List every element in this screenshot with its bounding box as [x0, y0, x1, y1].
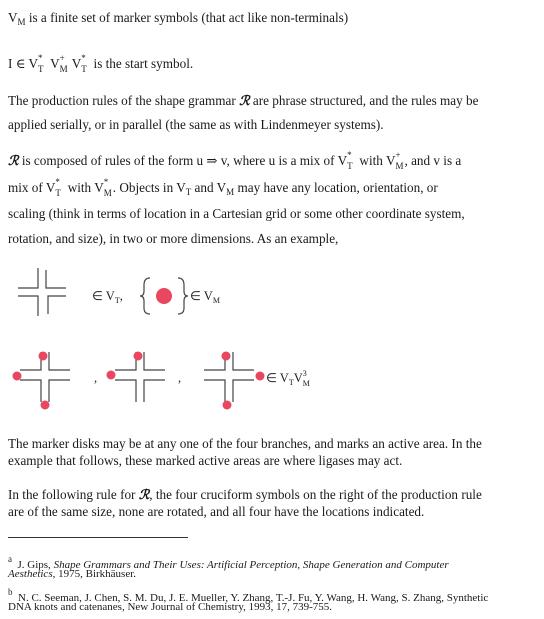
marker-disk — [13, 372, 22, 381]
paragraph-marker-disks-line2: example that follows, these marked active areas are where ligases may act. — [8, 453, 403, 468]
comma-separator: , — [178, 371, 182, 385]
footnote-b-line1: $^b$ N. C. Seeman, J. Chen, S. M. Du, J. E. Mueller, Y. Zhang, T.-J. Fu, Y. Wang, H. Wang, S. Zhang, Synthetic — [8, 587, 489, 604]
footnote-a-line1: $^a$ J. Gips, Shape Grammars and Their Uses: Artificial Perception, Shape Generation and Computer — [8, 554, 449, 571]
marker-disk — [39, 352, 48, 361]
paragraph-production-rules-line1: The production rules of the shape grammar ℛ are phrase structured, and the rules may be — [8, 93, 479, 109]
paragraph-composition-line2: mix of V * T with V * M . Objects in $V_T$ and $V_M$ may have any location, orientation, or — [8, 177, 438, 198]
paragraph-composition-line3: scaling (think in terms of location in a Cartesian grid or some other coordinate system, — [8, 206, 465, 221]
right-brace — [178, 278, 188, 314]
marker-disk — [134, 352, 143, 361]
cruciform-symbol — [18, 268, 66, 316]
marker-disk — [223, 401, 232, 410]
paragraph-following-rule-line1: In the following rule for ℛ, the four cruciform symbols on the right of the production rule — [8, 487, 482, 503]
footnote-divider — [8, 537, 188, 538]
svg-text:∈ VTV3M: ∈ $V_TV^3$ M — [266, 369, 310, 388]
row2-label: ∈ V — [266, 371, 289, 385]
vt-label: ∈ V — [92, 289, 115, 303]
paragraph-following-rule-line2: are of the same size, none are rotated, and all four have the locations indicated. — [8, 504, 425, 519]
marker-disk — [41, 401, 50, 410]
left-brace — [140, 278, 150, 314]
marker-disk — [156, 288, 172, 304]
marker-disk — [107, 371, 116, 380]
svg-text:∈ VT,: ∈ $V_T$, — [92, 289, 123, 305]
footnote-b-line2: DNA knots and catenanes, New Journal of Chemistry, 1993, 17, 739-755. — [8, 601, 333, 613]
marker-disk — [256, 372, 265, 381]
vm-label: ∈ V — [190, 289, 213, 303]
paragraph-marker-disks-line1: The marker disks may be at any one of the four branches, and marks an active area. In the — [8, 436, 482, 451]
figure-cruciform-symbols — [0, 258, 544, 428]
comma-separator: , — [94, 371, 98, 385]
svg-text:∈ VM: ∈ $V_M$ — [190, 289, 220, 305]
text-line-vm-definition: $V_M$ is a finite set of marker symbols (that act like non-terminals) — [8, 10, 349, 27]
footnote-a-line2: Aesthetics, 1975, Birkhäuser. — [8, 568, 137, 580]
paragraph-composition-line1: ℛ is composed of rules of the form u ⇒ v, where u is a mix of V * T with V + M , and v is a — [8, 150, 462, 171]
cruciform-symbol-marked-c — [204, 352, 254, 402]
text-line-start-symbol: I ∈ V * T V + M V * T is the start symbol. — [8, 53, 194, 74]
marker-disk — [222, 352, 231, 361]
paragraph-composition-line4: rotation, and size), in two or more dimensions. As an example, — [8, 231, 339, 246]
paragraph-production-rules-line2: applied serially, or in parallel (the same as with Lindenmeyer systems). — [8, 117, 384, 132]
